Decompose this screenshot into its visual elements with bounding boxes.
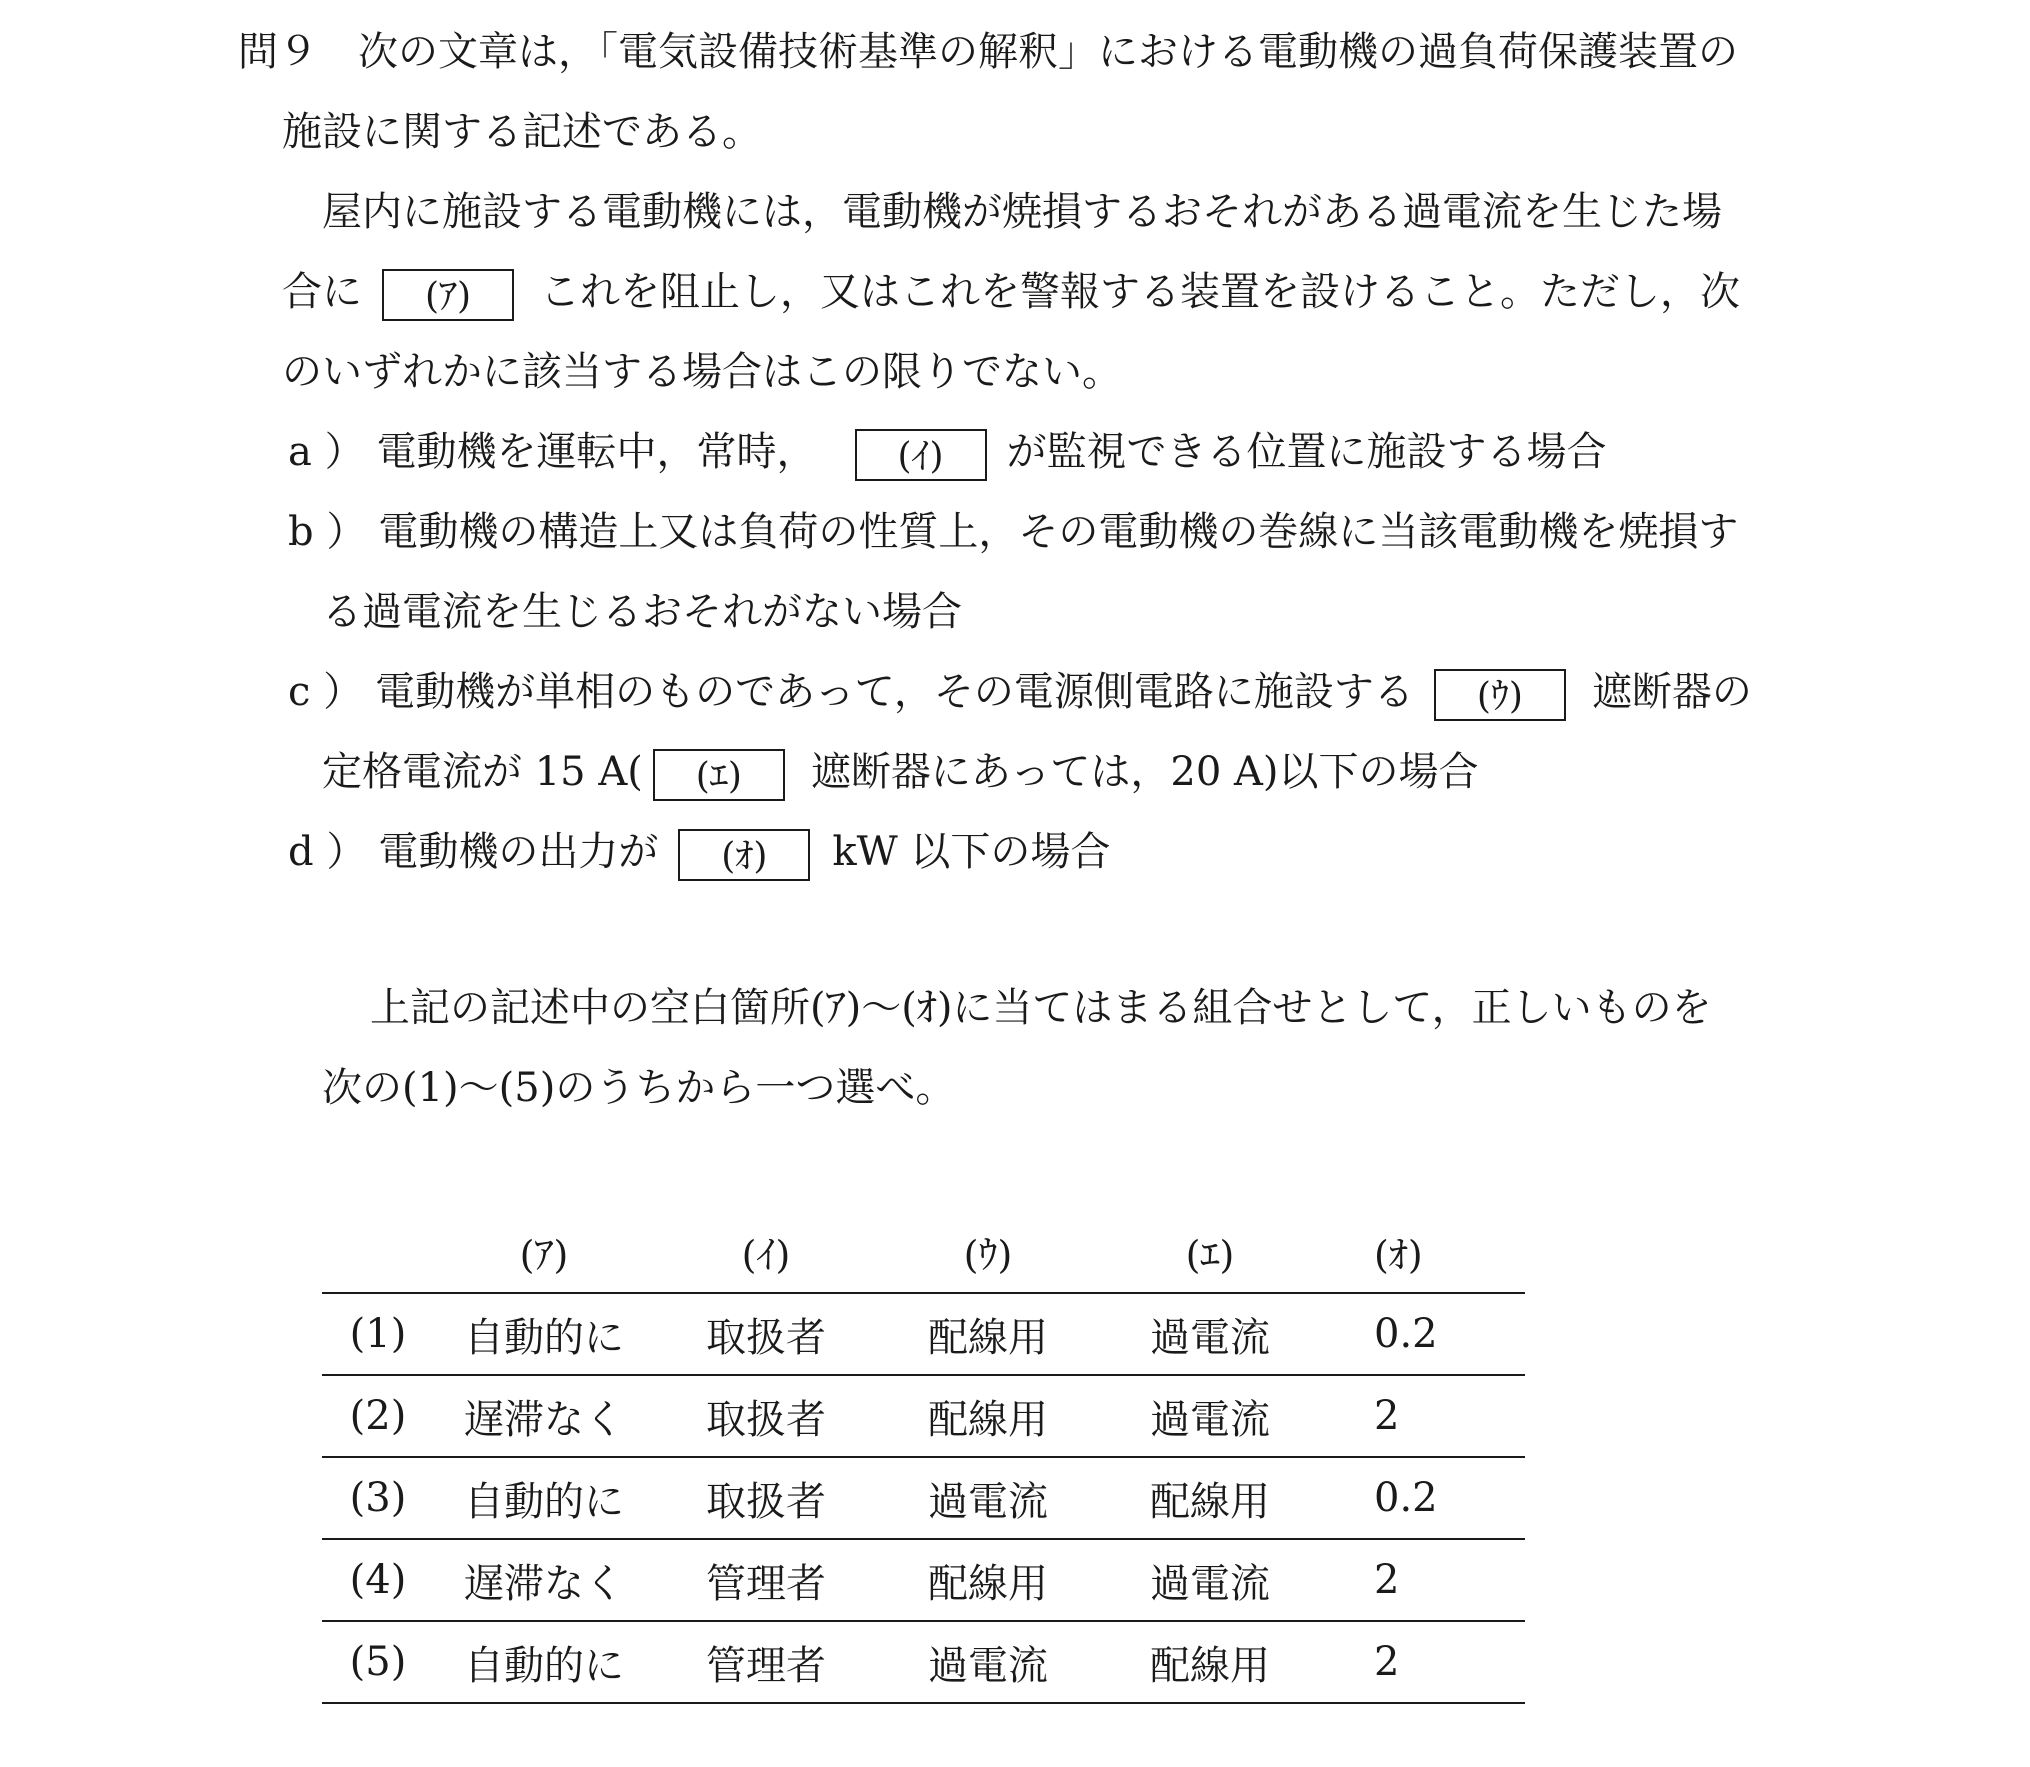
- condition-b-text-1: 電動機の構造上又は負荷の性質上，その電動機の巻線に当該電動機を焼損す: [378, 509, 1739, 555]
- condition-b-line-1: [288, 504, 1738, 560]
- cell-o: 2: [1374, 1639, 1400, 1685]
- option-number: (1): [349, 1311, 407, 1357]
- cell-i: 取扱者: [706, 1396, 826, 1443]
- table-header-u: (ｳ): [963, 1232, 1013, 1277]
- body-line-2: [282, 264, 1740, 320]
- blank-i: (ｲ): [855, 429, 987, 481]
- option-number: (5): [349, 1639, 407, 1685]
- cell-i: 管理者: [706, 1560, 826, 1607]
- cell-e: 過電流: [1150, 1314, 1270, 1361]
- condition-a-text-1: 電動機を運転中，常時，: [376, 429, 817, 475]
- body-line-2-end: これを阻止し，又はこれを警報する装置を設けること。ただし，次: [540, 269, 1740, 315]
- condition-a: [288, 424, 1607, 480]
- cell-i: 管理者: [706, 1642, 826, 1689]
- cell-a: 自動的に: [464, 1314, 624, 1361]
- condition-c-label: c ）: [288, 669, 364, 715]
- cell-a: 自動的に: [464, 1642, 624, 1689]
- blank-e: (ｴ): [653, 749, 785, 801]
- condition-d: [288, 824, 1110, 880]
- condition-c-text-1: 電動機が単相のものであって，その電源側電路に施設する: [375, 669, 1414, 715]
- question-intro: 次の文章は，「電気設備技術基準の解釈」における電動機の過負荷保護装置の: [358, 29, 1738, 75]
- cell-o: 0.2: [1374, 1311, 1438, 1357]
- condition-b-label: b ）: [288, 509, 367, 555]
- condition-d-text-2: kW 以下の場合: [832, 829, 1111, 875]
- cell-o: 2: [1374, 1557, 1400, 1603]
- cell-u: 配線用: [928, 1396, 1048, 1443]
- option-number: (2): [349, 1393, 407, 1439]
- cell-a: 遅滞なく: [464, 1560, 624, 1607]
- cell-e: 過電流: [1150, 1560, 1270, 1607]
- blank-o: (ｵ): [678, 829, 810, 881]
- table-row[interactable]: [322, 1457, 1525, 1539]
- table-header-e: (ｴ): [1185, 1232, 1235, 1277]
- cell-e: 配線用: [1150, 1478, 1270, 1525]
- option-number: (4): [349, 1557, 407, 1603]
- cell-i: 取扱者: [706, 1314, 826, 1361]
- table-row[interactable]: [322, 1539, 1525, 1621]
- table-header-blank: [322, 1210, 434, 1293]
- cell-u: 配線用: [928, 1560, 1048, 1607]
- cell-u: 過電流: [928, 1478, 1048, 1525]
- condition-c-line-1: [288, 664, 1752, 720]
- question-number: 問９: [238, 29, 318, 75]
- answer-options-table: [322, 1210, 1525, 1704]
- table-row[interactable]: [322, 1375, 1525, 1457]
- table-header-i: (ｲ): [741, 1232, 791, 1277]
- instruction-line-1: 上記の記述中の空白箇所(ｱ)～(ｵ)に当てはまる組合せとして，正しいものを: [370, 985, 1712, 1031]
- question-line-1: [238, 24, 1738, 80]
- cell-a: 遅滞なく: [464, 1396, 624, 1443]
- condition-c-line-2: [322, 744, 1479, 800]
- condition-a-label: a ）: [288, 429, 365, 475]
- cell-u: 過電流: [928, 1642, 1048, 1689]
- cell-a: 自動的に: [464, 1478, 624, 1525]
- table-header-a: (ｱ): [519, 1232, 569, 1277]
- cell-e: 過電流: [1150, 1396, 1270, 1443]
- table-row[interactable]: [322, 1621, 1525, 1703]
- body-line-3: のいずれかに該当する場合はこの限りでない。: [282, 349, 1122, 395]
- blank-u: (ｳ): [1434, 669, 1566, 721]
- option-number: (3): [349, 1475, 407, 1521]
- condition-c-text-3: 定格電流が 15 A(: [322, 749, 643, 795]
- instruction-line-2: 次の(1)～(5)のうちから一つ選べ。: [322, 1065, 956, 1111]
- cell-u: 配線用: [928, 1314, 1048, 1361]
- body-line-1: 屋内に施設する電動機には，電動機が焼損するおそれがある過電流を生じた場: [322, 189, 1722, 235]
- cell-i: 取扱者: [706, 1478, 826, 1525]
- table-header-o: (ｵ): [1374, 1232, 1423, 1277]
- cell-o: 2: [1374, 1393, 1400, 1439]
- table-row[interactable]: [322, 1293, 1525, 1375]
- cell-e: 配線用: [1150, 1642, 1270, 1689]
- table-header-row: [322, 1210, 1525, 1293]
- body-line-2-start: 合に: [282, 269, 362, 315]
- condition-d-label: d ）: [288, 829, 367, 875]
- condition-d-text-1: 電動機の出力が: [378, 829, 659, 875]
- condition-c-text-2: 遮断器の: [1591, 669, 1752, 715]
- question-line-2: 施設に関する記述である。: [282, 109, 762, 155]
- blank-a: (ｱ): [382, 269, 514, 321]
- cell-o: 0.2: [1374, 1475, 1438, 1521]
- condition-a-text-2: が監視できる位置に施設する場合: [1006, 429, 1607, 475]
- condition-c-text-4: 遮断器にあっては，20 A)以下の場合: [810, 749, 1479, 795]
- condition-b-line-2: る過電流を生じるおそれがない場合: [322, 589, 962, 635]
